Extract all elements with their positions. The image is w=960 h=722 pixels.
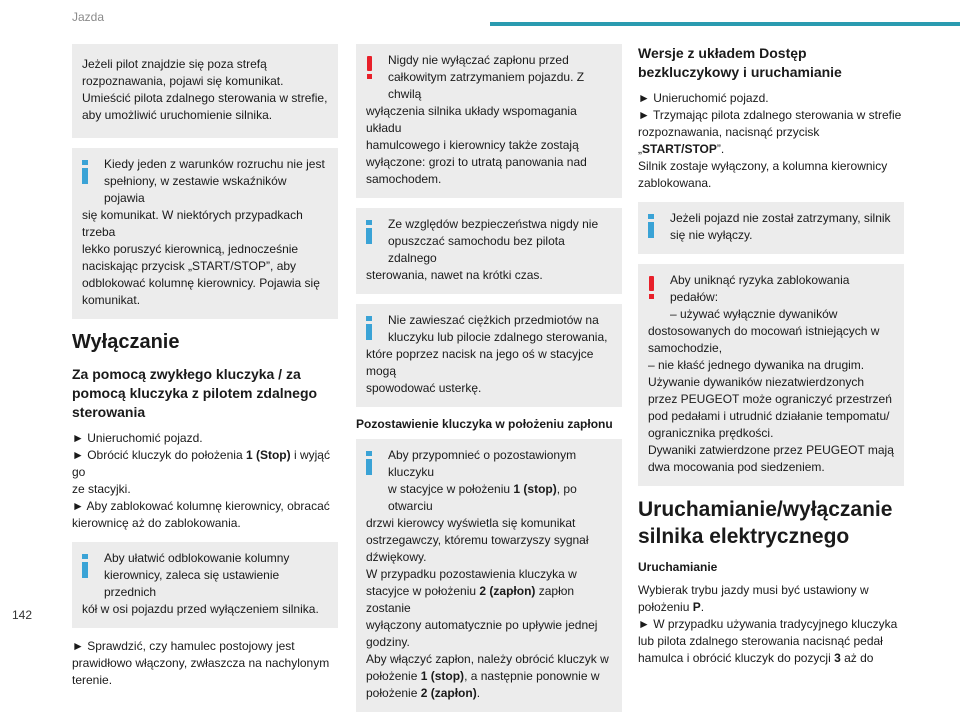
warning-text-first: Nigdy nie wyłączać zapłonu przed całkowitym zatrzymaniem pojazdu. Z chwilą <box>388 53 585 101</box>
section-title: Uruchamianie/wyłączanie silnika elektrycznego <box>638 498 893 548</box>
warning-text-first: Aby uniknąć ryzyka zablokowania pedałów: – używać wyłącznie dywaników <box>670 273 850 321</box>
warning-icon <box>366 56 372 80</box>
subsection-title: Za pomocą zwykłego kluczyka / za pomocą kluczyka z pilotem zdalnego sterowania <box>72 366 318 420</box>
column-3 <box>638 44 904 677</box>
info-icon <box>366 316 372 340</box>
note-text-rest: sterowania, nawet na krótki czas. <box>366 268 543 282</box>
warning-text-rest: wyłączenia silnika układy wspomagania układu hamulcowego i kierownicy także zostają wyłączone: grozi to utratą panowania nad samochodem. <box>366 104 587 186</box>
info-icon <box>82 160 88 184</box>
note-text-rest: się komunikat. W niektórych przypadkach trzeba lekko poruszyć kierownicą, jednocześnie naciskając przycisk „START/STOP”, aby odblokować kolumnę kierownicy. Pojawia się komunikat. <box>82 208 320 307</box>
info-icon <box>648 214 654 238</box>
body-paragraph: Wybierak trybu jazdy musi być ustawiony w położeniu P. ► W przypadku używania tradycyjnego kluczyka lub pilota zdalnego sterowania nacisnąć pedał hamulca i obrócić kluczyk do pozycji 3 aż do <box>638 583 898 665</box>
info-icon <box>366 451 372 475</box>
note-text-first: Jeżeli pojazd nie został zatrzymany, silnik się nie wyłączy. <box>670 211 891 242</box>
subsection-title: Wersje z układem Dostęp bezkluczykowy i uruchamianie <box>638 45 842 80</box>
warning-box <box>356 44 622 198</box>
column-2 <box>356 44 622 722</box>
info-box <box>72 44 338 138</box>
section-label: Jazda <box>72 10 105 24</box>
note-box <box>638 202 904 254</box>
note-text-rest: kół w osi pojazdu przed wyłączeniem silnika. <box>82 602 319 616</box>
subheading: Uruchamianie <box>638 560 718 574</box>
note-box <box>356 208 622 294</box>
note-box <box>356 304 622 407</box>
note-text-rest: drzwi kierowcy wyświetla się komunikat ostrzegawczy, któremu towarzyszy sygnał dźwiękowy. W przypadku pozostawienia kluczyka w stacyjce w położeniu 2 (zapłon) zapłon zostanie wyłączony automatycznie po upływie jednej godziny. Aby włączyć zapłon, należy obrócić kluczyk w położenie 1 (stop), a następnie ponownie w położenie 2 (zapłon). <box>366 516 609 700</box>
warning-box <box>638 264 904 486</box>
note-box <box>356 439 622 712</box>
warning-icon <box>648 276 654 300</box>
note-text-first: Nie zawieszać ciężkich przedmiotów na kluczyku lub pilocie zdalnego sterowania, <box>388 313 608 344</box>
steps-paragraph: ► Unieruchomić pojazd. ► Obrócić kluczyk do położenia 1 (Stop) i wyjąć go ze stacyjki. ► Aby zablokować kolumnę kierownicy, obracać kierownicę aż do zablokowania. <box>72 431 330 530</box>
note-box <box>72 148 338 319</box>
note-box <box>72 542 338 628</box>
warning-text-rest: dostosowanych do mocowań istniejących w samochodzie, – nie kłaść jednego dywanika na drugim. Używanie dywaników niezatwierdzonych przez PEUGEOT może ograniczyć przestrzeń pod pedałami i utrudnić działanie tempomatu/ ogranicznika prędkości. Dywaniki zatwierdzone przez PEUGEOT mają dwa mocowania pod siedzeniem. <box>648 324 894 474</box>
info-icon <box>82 554 88 578</box>
info-box-text: Jeżeli pilot znajdzie się poza strefą rozpoznawania, pojawi się komunikat. Umieścić pilota zdalnego sterowania w strefie, aby umożliwić uruchomienie silnika. <box>82 57 328 122</box>
column-1 <box>72 44 338 699</box>
subheading: Pozostawienie kluczyka w położeniu zapłonu <box>356 417 613 431</box>
note-text-first: Kiedy jeden z warunków rozruchu nie jest spełniony, w zestawie wskaźników pojawia <box>104 157 325 205</box>
steps-paragraph: ► Sprawdzić, czy hamulec postojowy jest prawidłowo włączony, zwłaszcza na nachylonym terenie. <box>72 639 330 687</box>
note-text-first: Aby ułatwić odblokowanie kolumny kierownicy, zaleca się ustawienie przednich <box>104 551 290 599</box>
page-number: 142 <box>12 608 33 622</box>
section-title: Wyłączanie <box>72 331 180 353</box>
note-text-first: Ze względów bezpieczeństwa nigdy nie opuszczać samochodu bez pilota zdalnego <box>388 217 599 265</box>
note-text-rest: które poprzez nacisk na jego oś w stacyjce mogą spowodować usterkę. <box>366 347 594 395</box>
info-icon <box>366 220 372 244</box>
note-text-first: Aby przypomnieć o pozostawionym kluczyku w stacyjce w położeniu 1 (stop), po otwarciu <box>388 448 577 513</box>
header-accent-bar <box>490 22 960 26</box>
steps-paragraph: ► Unieruchomić pojazd. ► Trzymając pilota zdalnego sterowania w strefie rozpoznawania, nacisnąć przycisk „START/STOP”. Silnik zostaje wyłączony, a kolumna kierownicy zablokowana. <box>638 91 902 190</box>
